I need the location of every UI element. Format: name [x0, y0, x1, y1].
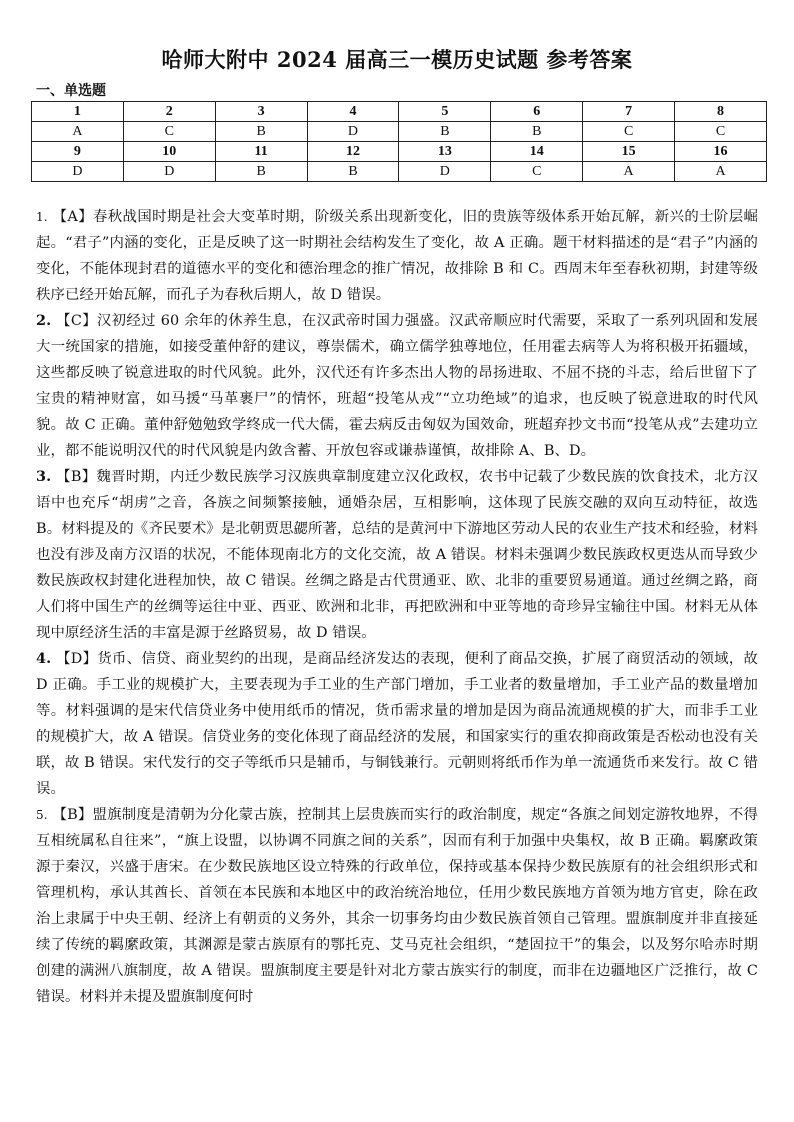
- explanation-item: [36, 204, 758, 308]
- question-number-cell: 4: [307, 102, 399, 122]
- answer-cell: D: [123, 162, 215, 182]
- question-number-cell: 14: [491, 142, 583, 162]
- question-number-cell: 11: [215, 142, 307, 162]
- question-number: 3.: [36, 468, 52, 485]
- explanation-text: 【A】春秋战国时期是社会大变革时期，阶级关系出现新变化，旧的贵族等级体系开始瓦解，新兴的士阶层崛起。“君子”内涵的变化，正是反映了这一时期社会结构发生了变化，故 A 正确。题干材料描述的是“君子”内涵的变化，不能体现封君的道德水平的变化和德治理念的推广情况，故排除 B 和 C。西周末年至春秋初期，封建等级秩序已经开始瓦解，而孔子为春秋后期人，故 D 错误。: [36, 209, 758, 303]
- answer-cell: B: [215, 162, 307, 182]
- answer-cell: A: [583, 162, 675, 182]
- explanations-list: [36, 204, 758, 1010]
- question-number-cell: 10: [123, 142, 215, 162]
- answer-cell: C: [123, 122, 215, 142]
- answer-cell: D: [399, 162, 491, 182]
- question-number: 4.: [36, 650, 52, 667]
- question-number-cell: 7: [583, 102, 675, 122]
- table-row: [32, 162, 767, 182]
- question-number-cell: 12: [307, 142, 399, 162]
- question-number-cell: 13: [399, 142, 491, 162]
- explanation-text: 【D】货币、信贷、商业契约的出现，是商品经济发达的表现，便利了商品交换，扩展了商贸活动的领域，故 D 正确。手工业的规模扩大，主要表现为手工业的生产部门增加，手工业者的数量增加，手工业产品的数量增加等。材料强调的是宋代信贷业务中使用纸币的情况，货币需求量的增加是因为商品流通规模的扩大，而非手工业的规模扩大，故 A 错误。信贷业务的变化体现了商品经济的发展，和国家实行的重农抑商政策是否松动也没有关联，故 B 错误。宋代发行的交子等纸币只是辅币，与铜钱兼行。元朝则将纸币作为单一流通货币来发行。故 C 错误。: [36, 651, 758, 797]
- answer-cell: B: [399, 122, 491, 142]
- answer-cell: C: [491, 162, 583, 182]
- explanation-item: [36, 646, 758, 802]
- question-number-cell: 8: [675, 102, 767, 122]
- answer-cell: C: [583, 122, 675, 142]
- answer-table: [31, 101, 767, 182]
- explanation-text: 【C】汉初经过 60 余年的休养生息，在汉武帝时国力强盛。汉武帝顺应时代需要，采取了一系列巩固和发展大一统国家的措施，如接受董仲舒的建议，尊崇儒术，确立儒学独尊地位，任用霍去病等人为将积极开拓疆域，这些都反映了锐意进取的时代风貌。此外，汉代还有许多杰出人物的昂扬进取、不屈不挠的斗志，给后世留下了宝贵的精神财富，如马援“马革裹尸”的情怀，班超“投笔从戎”“立功绝域”的追求，也反映了锐意进取的时代风貌。故 C 正确。董仲舒勉勉致学终成一代大儒，霍去病反击匈奴为国效命，班超弃抄文书而“投笔从戎”去建功立业，都不能说明汉代的时代风貌是内敛含蓄、开放包容或谦恭谨慎，故排除 A、B、D。: [36, 313, 758, 459]
- explanation-item: [36, 308, 758, 464]
- explanation-item: [36, 464, 758, 646]
- explanation-text: 【B】魏晋时期，内迁少数民族学习汉族典章制度建立汉化政权，农书中记载了少数民族的饮食技术，北方汉语中也充斥“胡虏”之音，各族之间频繁接触，通婚杂居，互相影响，这体现了民族交融的双向互动特征，故选 B。材料提及的《齐民要术》是北朝贾思勰所著，总结的是黄河中下游地区劳动人民的农业生产技术和经验，材料也没有涉及南方汉语的状况，不能体现南北方的文化交流，故 A 错误。材料未强调少数民族政权更迭从而导致少数民族政权封建化进程加快，故 C 错误。丝绸之路是古代贯通亚、欧、北非的重要贸易通道。通过丝绸之路，商人们将中国生产的丝绸等运往中亚、西亚、欧洲和北非，再把欧洲和中亚等地的奇珍异宝输往中国。材料无从体现中原经济生活的丰富是源于丝路贸易，故 D 错误。: [36, 469, 758, 641]
- question-number-cell: 5: [399, 102, 491, 122]
- question-number-cell: 2: [123, 102, 215, 122]
- question-number-cell: 1: [32, 102, 124, 122]
- answer-cell: A: [675, 162, 767, 182]
- question-number-cell: 3: [215, 102, 307, 122]
- explanation-item: [36, 802, 758, 1010]
- answer-cell: B: [307, 162, 399, 182]
- answer-cell: B: [491, 122, 583, 142]
- page-title: 哈师大附中 2024 届高三一模历史试题 参考答案: [161, 47, 633, 72]
- question-number-cell: 9: [32, 142, 124, 162]
- answer-cell: D: [307, 122, 399, 142]
- table-row: [32, 102, 767, 122]
- table-row: [32, 122, 767, 142]
- answer-cell: A: [32, 122, 124, 142]
- section-heading: 一、单选题: [36, 83, 106, 99]
- question-number: 2.: [36, 312, 52, 329]
- explanation-text: 【B】盟旗制度是清朝为分化蒙古族，控制其上层贵族而实行的政治制度，规定“各旗之间划定游牧地界，不得互相统属私自往来”，“旗上设盟，以协调不同旗之间的关系”，因而有利于加强中央集权，故 B 正确。羁縻政策源于秦汉，兴盛于唐宋。在少数民族地区设立特殊的行政单位，保持或基本保持少数民族原有的社会组织形式和管理机构，承认其酋长、首领在本民族和本地区中的政治统治地位，任用少数民族地方首领为地方官吏，除在政治上隶属于中央王朝、经济上有朝贡的义务外，其余一切事务均由少数民族首领自己管理。盟旗制度并非直接延续了传统的羁縻政策，其渊源是蒙古族原有的鄂托克、艾马克社会组织，“楚固拉干”的集会，以及努尔哈赤时期创建的满洲八旗制度，故 A 错误。盟旗制度主要是针对北方蒙古族实行的制度，而非在边疆地区广泛推行，故 C 错误。材料并未提及盟旗制度何时: [36, 807, 758, 1005]
- question-number-cell: 6: [491, 102, 583, 122]
- answer-cell: C: [675, 122, 767, 142]
- question-number: 1.: [36, 210, 48, 224]
- answer-cell: B: [215, 122, 307, 142]
- question-number: 5.: [36, 808, 48, 822]
- table-row: [32, 142, 767, 162]
- question-number-cell: 15: [583, 142, 675, 162]
- answer-cell: D: [32, 162, 124, 182]
- question-number-cell: 16: [675, 142, 767, 162]
